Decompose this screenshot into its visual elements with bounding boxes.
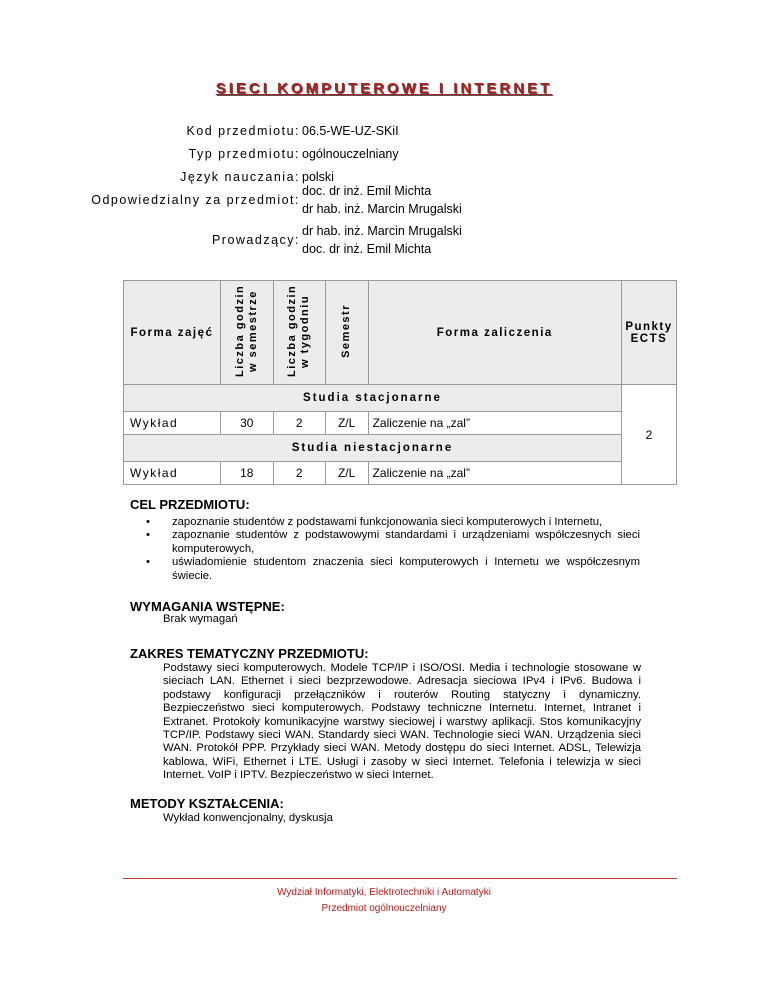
metody-text: Wykład konwencjonalny, dyskusja: [163, 812, 333, 824]
header-godz-semestr-label: Liczba godzin w semestrze: [233, 284, 259, 378]
table-row: [124, 462, 677, 485]
section-niestacjonarne: Studia niestacjonarne: [124, 435, 622, 462]
typ-value: ogólnouczelniany: [302, 147, 399, 161]
header-forma-zajec: Forma zajęć: [124, 281, 221, 385]
zakres-text: Podstawy sieci komputerowych. Modele TCP/IP i ISO/OSI. Media i technologie stosowane w sieciach LAN. Ethernet i sieci bezprzewodowe. Adresacja sieciowa IPv4 i IPv6. Budowa i podstawy konfiguracji przełączników i routerów Routing statyczny i dynamiczny. Bezpieczeństwo sieci komputerowych. Podstawy techniczne Internetu. Internet, Intranet i Extranet. Protokoły komunikacyjne warstwy sieciowej i warstwy aplikacji. Stos komunikacyjny TCP/IP. Podstawy sieci WAN. Standardy sieci WAN. Technologie sieci WAN. Urządzenia sieci WAN. Protokół PPP. Przykłady sieci WAN. Metody dostępu do sieci Internet. ADSL, Telewizja kablowa, WiFi, Ethernet i LTE. Usługi i zasoby w sieci Internet. Telefonia i telewizja w sieci Internet. VoIP i IPTV. Bezpieczeństwo w sieci Internet.: [163, 662, 641, 782]
course-table: [123, 280, 677, 485]
footer-line-2: Przedmiot ogólnouczelniany: [321, 903, 447, 914]
header-semestr: [325, 281, 368, 385]
cell-godz-semestr: 18: [220, 462, 273, 485]
prowadzacy-label: Prowadzący:: [211, 233, 300, 247]
odpowiedzialny-value-1: doc. dr inż. Emil Michta: [302, 184, 432, 198]
header-godz-semestr: [220, 281, 273, 385]
cell-semestr: Z/L: [325, 462, 368, 485]
section-row-stacjonarne: [124, 385, 677, 412]
cell-forma: Wykład: [124, 462, 221, 485]
wymagania-heading: WYMAGANIA WSTĘPNE:: [130, 599, 285, 614]
list-item: • zapoznanie studentów z podstawami funkcjonowania sieci komputerowych i Internetu,: [128, 516, 640, 529]
footer-divider: [123, 878, 677, 879]
odpowiedzialny-label: Odpowiedzialny za przedmiot:: [91, 193, 300, 207]
document-title: SIECI KOMPUTEROWE I INTERNET: [215, 80, 553, 97]
kod-label: Kod przedmiotu:: [186, 124, 300, 138]
section-row-niestacjonarne: [124, 435, 677, 462]
cell-semestr: Z/L: [325, 412, 368, 435]
header-row: [124, 281, 677, 385]
cell-zaliczenie: Zaliczenie na „zal”: [368, 462, 621, 485]
list-item: • uświadomienie studentom znaczenia sieci komputerowych i Internetu we współczesnym świecie.: [128, 556, 640, 583]
prowadzacy-value-2: doc. dr inż. Emil Michta: [302, 242, 432, 256]
cell-godz-semestr: 30: [220, 412, 273, 435]
ects-value: 2: [621, 385, 676, 485]
cel-heading: CEL PRZEDMIOTU:: [130, 497, 250, 512]
zakres-heading: ZAKRES TEMATYCZNY PRZEDMIOTU:: [130, 646, 369, 661]
cell-godz-tydzien: 2: [273, 462, 325, 485]
header-ects: Punkty ECTS: [621, 281, 676, 385]
header-semestr-label: Semestr: [340, 304, 353, 358]
list-item: • zapoznanie studentów z podstawowymi standardami i urządzeniami współczesnych sieci komputerowych,: [128, 529, 640, 556]
jezyk-value: polski: [302, 170, 334, 184]
metody-heading: METODY KSZTAŁCENIA:: [130, 796, 284, 811]
kod-value: 06.5-WE-UZ-SKiI: [302, 124, 399, 138]
footer-line-1: Wydział Informatyki, Elektrotechniki i Automatyki: [277, 887, 491, 898]
header-godz-tydzien-label: Liczba godzin w tygodniu: [286, 284, 312, 378]
table-row: [124, 412, 677, 435]
odpowiedzialny-value-2: dr hab. inż. Marcin Mrugalski: [302, 202, 462, 216]
jezyk-label: Język nauczania:: [180, 170, 300, 184]
typ-label: Typ przedmiotu:: [188, 147, 300, 161]
cel-list: [128, 516, 640, 583]
header-godz-tydzien: [273, 281, 325, 385]
cell-godz-tydzien: 2: [273, 412, 325, 435]
prowadzacy-value-1: dr hab. inż. Marcin Mrugalski: [302, 224, 462, 238]
section-stacjonarne: Studia stacjonarne: [124, 385, 622, 412]
cell-zaliczenie: Zaliczenie na „zal”: [368, 412, 621, 435]
cell-forma: Wykład: [124, 412, 221, 435]
wymagania-text: Brak wymagań: [163, 613, 238, 625]
header-forma-zaliczenia: Forma zaliczenia: [368, 281, 621, 385]
